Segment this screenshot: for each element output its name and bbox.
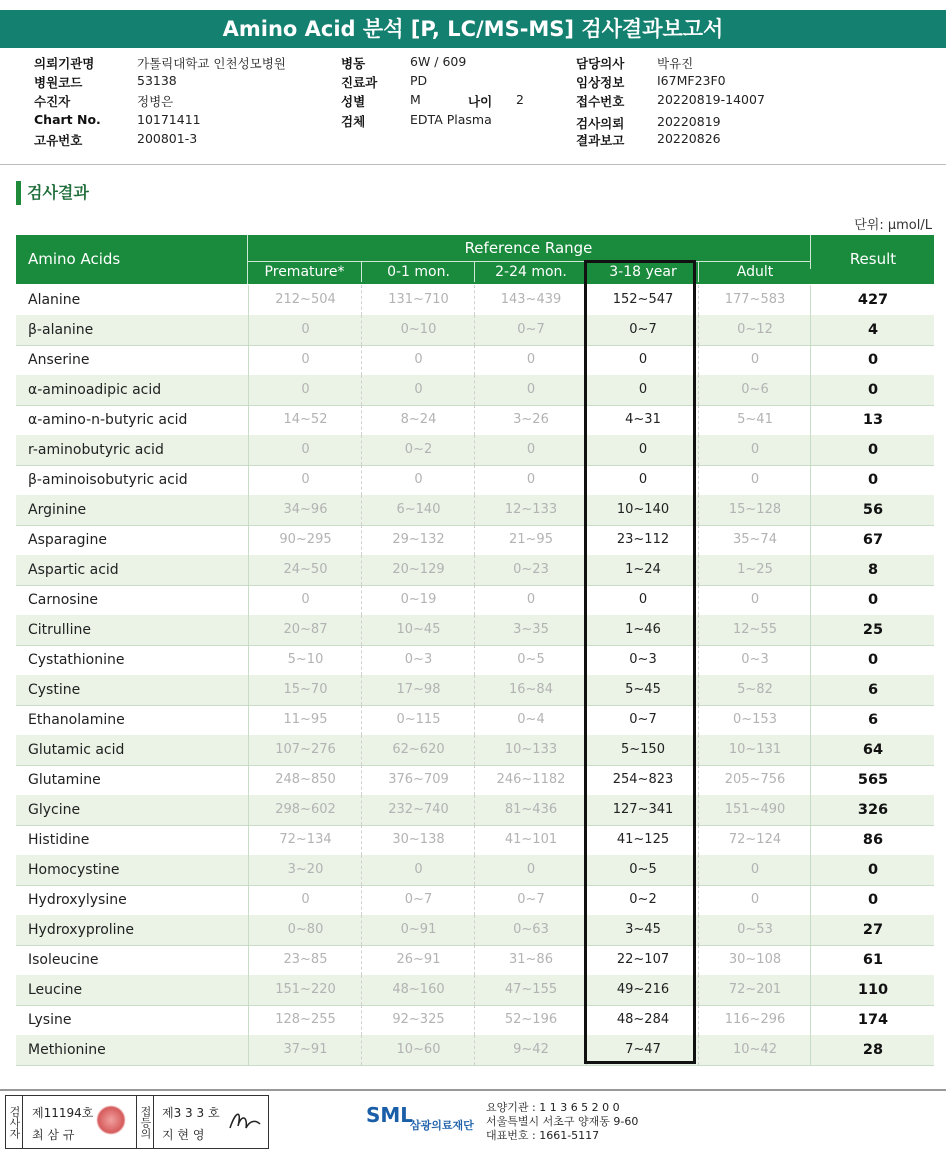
table-row [16, 945, 934, 976]
info-value: 20220826 [657, 131, 721, 146]
reference-value: 246~1182 [474, 765, 587, 795]
reference-value: 0~2 [586, 885, 699, 915]
reference-value: 0~12 [698, 315, 811, 345]
reference-value: 8~24 [361, 405, 475, 435]
result-value: 8 [810, 555, 935, 585]
reference-value: 0 [361, 345, 475, 375]
reference-value: 90~295 [248, 525, 362, 555]
sign2-name: 지 현 영 [162, 1128, 205, 1142]
reference-value: 6~140 [361, 495, 475, 525]
reference-value: 0 [586, 345, 699, 375]
result-value: 174 [810, 1005, 935, 1035]
info-label: 수진자 [34, 94, 71, 109]
table-header [16, 235, 934, 284]
table-row [16, 1005, 934, 1036]
sml-logo [366, 1103, 474, 1132]
reference-value: 0~5 [474, 645, 587, 675]
table-row [16, 615, 934, 646]
reference-value: 20~129 [361, 555, 475, 585]
header-adult: Adult [698, 262, 811, 282]
reference-value: 81~436 [474, 795, 587, 825]
header-premature: Premature* [264, 264, 345, 280]
table-row [16, 555, 934, 586]
result-value: 0 [810, 645, 935, 675]
info-label: 성별 [341, 94, 366, 109]
reference-value: 0 [586, 435, 699, 465]
reference-value: 26~91 [361, 945, 475, 975]
reference-value: 0~7 [586, 705, 699, 735]
amino-acid-name: Glutamine [28, 772, 101, 788]
reference-value: 0 [474, 375, 587, 405]
table-row [16, 675, 934, 706]
reference-value: 37~91 [248, 1035, 362, 1065]
reference-value: 21~95 [474, 525, 587, 555]
reference-value: 232~740 [361, 795, 475, 825]
reference-value: 0 [698, 855, 811, 885]
reference-value: 17~98 [361, 675, 475, 705]
table-row [16, 405, 934, 436]
reference-value: 0~115 [361, 705, 475, 735]
reference-value: 0 [586, 585, 699, 615]
result-value: 565 [810, 765, 935, 795]
amino-acid-name: α-aminoadipic acid [28, 382, 162, 398]
result-value: 427 [810, 285, 935, 315]
reference-value: 0 [248, 465, 362, 495]
info-label: 검체 [341, 114, 366, 129]
signature-box [5, 1095, 269, 1149]
reference-value: 10~60 [361, 1035, 475, 1065]
result-value: 86 [810, 825, 935, 855]
divider [0, 164, 946, 165]
header-result: Result [810, 235, 935, 269]
reference-value: 29~132 [361, 525, 475, 555]
amino-acid-name: Lysine [28, 1012, 72, 1028]
reference-value: 52~196 [474, 1005, 587, 1035]
reference-value: 0 [361, 855, 475, 885]
reference-value: 0 [474, 465, 587, 495]
info-label: 결과보고 [576, 133, 625, 148]
amino-acid-name: Histidine [28, 832, 90, 848]
info-label: 검사의뢰 [576, 116, 625, 131]
result-value: 4 [810, 315, 935, 345]
reference-value: 0 [698, 435, 811, 465]
amino-acid-name: α-amino-n-butyric acid [28, 412, 188, 428]
reference-value: 12~55 [698, 615, 811, 645]
table-row [16, 915, 934, 946]
reference-value: 5~10 [248, 645, 362, 675]
reference-value: 0 [248, 375, 362, 405]
reference-value: 152~547 [586, 285, 699, 315]
table-row [16, 795, 934, 826]
amino-acid-name: Homocystine [28, 862, 120, 878]
table-row [16, 765, 934, 796]
reference-value: 14~52 [248, 405, 362, 435]
table-row [16, 345, 934, 376]
info-value: 10171411 [137, 112, 201, 127]
reference-value: 3~45 [586, 915, 699, 945]
amino-acid-name: Arginine [28, 502, 87, 518]
reference-value: 0~153 [698, 705, 811, 735]
unit-label: 단위: μmol/L [854, 218, 932, 233]
info-value: EDTA Plasma [410, 112, 492, 127]
reference-value: 41~125 [586, 825, 699, 855]
table-row [16, 435, 934, 466]
header-3-18-year: 3-18 year [586, 262, 699, 282]
table-row [16, 525, 934, 556]
reference-value: 128~255 [248, 1005, 362, 1035]
amino-acid-name: Alanine [28, 292, 81, 308]
sign2-label: 접등의 [136, 1096, 154, 1148]
table-row [16, 885, 934, 916]
footer-divider [0, 1089, 946, 1091]
reference-value: 23~112 [586, 525, 699, 555]
result-value: 67 [810, 525, 935, 555]
reference-value: 5~45 [586, 675, 699, 705]
reference-value: 15~128 [698, 495, 811, 525]
signature-icon [226, 1106, 262, 1136]
amino-acid-name: Ethanolamine [28, 712, 125, 728]
amino-acid-name: Glycine [28, 802, 81, 818]
info-value: I67MF23F0 [657, 73, 726, 88]
reference-value: 4~31 [586, 405, 699, 435]
reference-value: 10~131 [698, 735, 811, 765]
reference-value: 10~42 [698, 1035, 811, 1065]
header-0-1-mon: 0-1 mon. [361, 262, 475, 282]
reference-value: 0~6 [698, 375, 811, 405]
reference-value: 0~53 [698, 915, 811, 945]
header-2-24-mon: 2-24 mon. [474, 262, 587, 282]
info-label: 담당의사 [576, 56, 625, 71]
reference-value: 15~70 [248, 675, 362, 705]
result-value: 0 [810, 435, 935, 465]
reference-value: 5~150 [586, 735, 699, 765]
info-label: 병원코드 [34, 75, 83, 90]
table-row [16, 855, 934, 886]
reference-value: 107~276 [248, 735, 362, 765]
reference-value: 0~3 [361, 645, 475, 675]
amino-acid-name: Isoleucine [28, 952, 99, 968]
reference-value: 177~583 [698, 285, 811, 315]
table-row [16, 1035, 934, 1066]
info-value: 200801-3 [137, 131, 198, 146]
info-label: 병동 [341, 56, 366, 71]
result-value: 0 [810, 345, 935, 375]
reference-value: 72~124 [698, 825, 811, 855]
table-row [16, 645, 934, 676]
org-info [486, 1101, 638, 1143]
logo-text: SML [366, 1103, 414, 1127]
reference-value: 0 [698, 345, 811, 375]
reference-value: 0 [248, 435, 362, 465]
table-row [16, 315, 934, 346]
reference-value: 0 [698, 885, 811, 915]
amino-acid-name: β-aminoisobutyric acid [28, 472, 188, 488]
info-label: Chart No. [34, 112, 101, 127]
result-value: 56 [810, 495, 935, 525]
reference-value: 1~24 [586, 555, 699, 585]
reference-value: 0~7 [361, 885, 475, 915]
reference-value: 72~201 [698, 975, 811, 1005]
result-value: 0 [810, 375, 935, 405]
reference-value: 0~23 [474, 555, 587, 585]
reference-value: 23~85 [248, 945, 362, 975]
reference-value: 49~216 [586, 975, 699, 1005]
reference-value: 3~26 [474, 405, 587, 435]
result-value: 110 [810, 975, 935, 1005]
result-value: 326 [810, 795, 935, 825]
amino-acid-name: Hydroxyproline [28, 922, 135, 938]
reference-value: 0~10 [361, 315, 475, 345]
reference-value: 1~46 [586, 615, 699, 645]
table-row [16, 465, 934, 496]
reference-value: 10~140 [586, 495, 699, 525]
reference-value: 254~823 [586, 765, 699, 795]
amino-acid-name: Anserine [28, 352, 90, 368]
header-amino-acids: Amino Acids [28, 250, 121, 268]
amino-acid-name: Asparagine [28, 532, 107, 548]
reference-value: 0~80 [248, 915, 362, 945]
amino-acid-name: Carnosine [28, 592, 98, 608]
table-row [16, 705, 934, 736]
reference-value: 0 [586, 465, 699, 495]
result-value: 6 [810, 675, 935, 705]
reference-value: 212~504 [248, 285, 362, 315]
amino-acid-name: Hydroxylysine [28, 892, 127, 908]
reference-value: 151~220 [248, 975, 362, 1005]
info-value: 53138 [137, 73, 177, 88]
reference-value: 0 [361, 465, 475, 495]
report-title: Amino Acid 분석 [P, LC/MS-MS] 검사결과보고서 [0, 10, 946, 48]
reference-value: 248~850 [248, 765, 362, 795]
reference-value: 92~325 [361, 1005, 475, 1035]
reference-value: 0 [248, 585, 362, 615]
reference-value: 31~86 [474, 945, 587, 975]
reference-value: 9~42 [474, 1035, 587, 1065]
reference-value: 0 [474, 855, 587, 885]
reference-value: 3~20 [248, 855, 362, 885]
amino-acid-name: Citrulline [28, 622, 91, 638]
reference-value: 0~3 [698, 645, 811, 675]
reference-value: 0~2 [361, 435, 475, 465]
amino-acid-name: Aspartic acid [28, 562, 119, 578]
reference-value: 30~108 [698, 945, 811, 975]
result-value: 61 [810, 945, 935, 975]
org-info-line: 서울특별시 서초구 양재동 9-60 [486, 1115, 639, 1128]
amino-acid-name: Glutamic acid [28, 742, 125, 758]
result-value: 27 [810, 915, 935, 945]
reference-value: 5~41 [698, 405, 811, 435]
table-row [16, 285, 934, 316]
reference-value: 0~5 [586, 855, 699, 885]
reference-value: 0 [248, 345, 362, 375]
reference-value: 151~490 [698, 795, 811, 825]
reference-value: 20~87 [248, 615, 362, 645]
reference-value: 0~7 [474, 885, 587, 915]
reference-value: 0~91 [361, 915, 475, 945]
result-value: 6 [810, 705, 935, 735]
amino-acid-name: Leucine [28, 982, 83, 998]
table-row [16, 735, 934, 766]
info-value: 6W / 609 [410, 54, 467, 69]
reference-value: 298~602 [248, 795, 362, 825]
reference-value: 0~4 [474, 705, 587, 735]
reference-value: 205~756 [698, 765, 811, 795]
reference-value: 10~133 [474, 735, 587, 765]
reference-value: 10~45 [361, 615, 475, 645]
info-label: 진료과 [341, 75, 378, 90]
reference-value: 127~341 [586, 795, 699, 825]
info-value: 가톨릭대학교 인천성모병원 [137, 56, 286, 71]
sign2-number: 제3 3 3 호 [162, 1106, 220, 1120]
table-row [16, 495, 934, 526]
info-label: 고유번호 [34, 133, 83, 148]
reference-value: 30~138 [361, 825, 475, 855]
info-value: M [410, 92, 421, 107]
amino-acid-name: β-alanine [28, 322, 94, 338]
reference-value: 0~7 [474, 315, 587, 345]
info-value: 20220819-14007 [657, 92, 765, 107]
org-info-line: 대표번호 : 1661-5117 [486, 1129, 600, 1142]
reference-value: 0 [586, 375, 699, 405]
info-label: 의뢰기관명 [34, 56, 95, 71]
header-reference-range: Reference Range [464, 239, 593, 257]
table-row [16, 585, 934, 616]
reference-value: 72~134 [248, 825, 362, 855]
info-value: 20220819 [657, 114, 721, 129]
age-value: 2 [516, 92, 524, 107]
reference-value: 0 [474, 585, 587, 615]
section-title: 검사결과 [16, 181, 89, 205]
info-value: 정병은 [137, 94, 174, 109]
reference-value: 0~3 [586, 645, 699, 675]
reference-value: 35~74 [698, 525, 811, 555]
info-value: 박유진 [657, 56, 694, 71]
official-seal-icon [96, 1105, 126, 1135]
result-value: 0 [810, 885, 935, 915]
amino-acid-name: Cystathionine [28, 652, 125, 668]
sign1-label: 검사자 [6, 1096, 23, 1148]
reference-value: 1~25 [698, 555, 811, 585]
info-value: PD [410, 73, 428, 88]
reference-value: 5~82 [698, 675, 811, 705]
reference-value: 116~296 [698, 1005, 811, 1035]
result-value: 0 [810, 855, 935, 885]
reference-value: 0 [248, 885, 362, 915]
org-info-line: 요양기관 : 1 1 3 6 5 2 0 0 [486, 1101, 620, 1114]
reference-value: 0 [361, 375, 475, 405]
reference-value: 22~107 [586, 945, 699, 975]
reference-value: 24~50 [248, 555, 362, 585]
reference-value: 47~155 [474, 975, 587, 1005]
age-label: 나이 [468, 94, 493, 109]
reference-value: 131~710 [361, 285, 475, 315]
table-row [16, 375, 934, 406]
result-value: 0 [810, 465, 935, 495]
reference-value: 0 [474, 435, 587, 465]
reference-value: 34~96 [248, 495, 362, 525]
reference-value: 3~35 [474, 615, 587, 645]
reference-value: 0 [474, 345, 587, 375]
reference-value: 48~160 [361, 975, 475, 1005]
reference-value: 376~709 [361, 765, 475, 795]
result-value: 64 [810, 735, 935, 765]
reference-value: 41~101 [474, 825, 587, 855]
reference-value: 0~7 [586, 315, 699, 345]
reference-value: 0 [248, 315, 362, 345]
table-row [16, 825, 934, 856]
result-value: 0 [810, 585, 935, 615]
reference-value: 0~19 [361, 585, 475, 615]
result-value: 25 [810, 615, 935, 645]
table-row [16, 975, 934, 1006]
reference-value: 0 [698, 585, 811, 615]
reference-value: 0 [698, 465, 811, 495]
reference-value: 11~95 [248, 705, 362, 735]
reference-value: 12~133 [474, 495, 587, 525]
sign1-name: 최 삼 규 [32, 1128, 75, 1142]
amino-acid-name: r-aminobutyric acid [28, 442, 164, 458]
reference-value: 16~84 [474, 675, 587, 705]
reference-value: 48~284 [586, 1005, 699, 1035]
result-value: 13 [810, 405, 935, 435]
reference-value: 143~439 [474, 285, 587, 315]
reference-value: 62~620 [361, 735, 475, 765]
reference-value: 0~63 [474, 915, 587, 945]
info-label: 임상정보 [576, 75, 625, 90]
amino-acid-name: Methionine [28, 1042, 106, 1058]
result-value: 28 [810, 1035, 935, 1065]
sign1-number: 제11194호 [32, 1106, 94, 1120]
amino-acid-name: Cystine [28, 682, 81, 698]
info-label: 접수번호 [576, 94, 625, 109]
reference-value: 7~47 [586, 1035, 699, 1065]
org-name: 삼광의료재단 [410, 1119, 474, 1132]
